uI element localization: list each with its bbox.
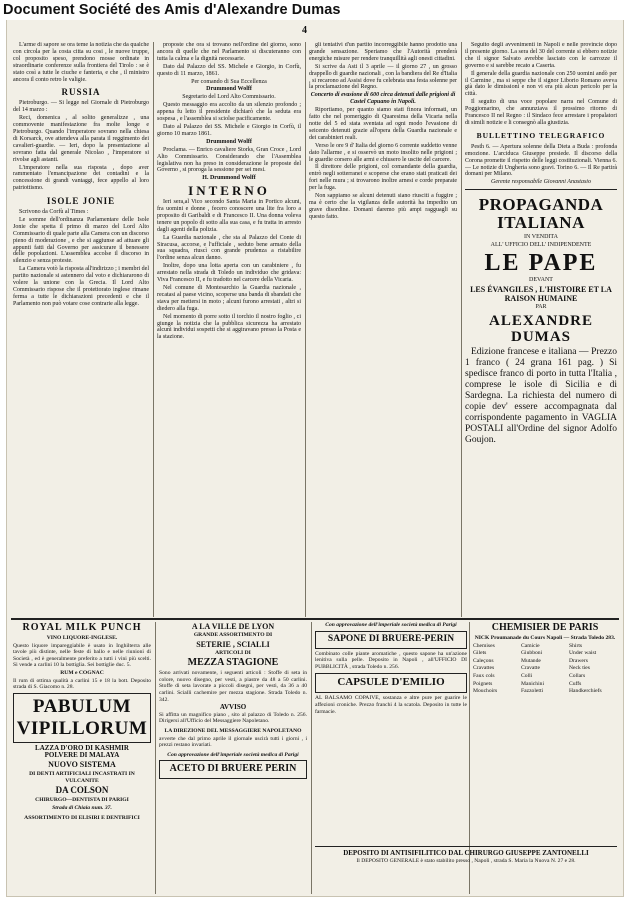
paragraph: La Guardia nazionale , che sta al Palazzo del Conte di Siracusa, accorse, e l'ufficiale , seduto bene armato della sua squadra, riuscì con grande prudenza a ristabilire l'ordine senza alcun danno. xyxy=(157,234,301,262)
item: Colli xyxy=(521,672,533,679)
section-heading: INTERNO xyxy=(188,183,270,199)
ad-text: DEVANT xyxy=(529,277,553,284)
item: Handkerchiefs xyxy=(569,688,602,695)
ad-body: Si affitta un magnifico piano , sito al palazzo di Toledo n. 256. Dirigersi all'Ufficio del Messaggiere Napoletano. xyxy=(159,711,307,725)
ad-subheading: GRANDE ASSORTIMENTO DI xyxy=(193,632,273,638)
section-heading: ISOLE JONIE xyxy=(46,196,116,207)
paragraph: Questo messaggio era accolto da un silenzio profondo ; appena fu letto il presidente dichiarò che la seduta era sospesa , e l'assemblea si sciolse pacificamente. xyxy=(157,102,301,123)
column-divider xyxy=(461,42,462,617)
ad-heading: DEPOSITO DI ANTISIFILITICO DAL CHIRURGO GIUSEPPE ZANTONELLI xyxy=(343,849,589,857)
section-rule xyxy=(11,618,619,620)
document-header: Document Société des Amis d'Alexandre Dumas xyxy=(0,0,628,20)
paragraph: Dato dal Palazzo del SS. Michele e Giorgio, in Corfù, questo di 11 marzo, 1861. xyxy=(157,63,301,77)
signature-name: H. Drummond Wolff xyxy=(202,175,256,182)
item: Chemises xyxy=(473,642,495,649)
paragraph: Inoltre, dopo una lotta aperta con un carabiniere , fu arrestato nella strada di Toledo un individuo che gridava: Viva Francesco II, e fu tradotto nel carcere della Vicaria. xyxy=(157,263,301,284)
page-number: 4 xyxy=(302,25,307,36)
ad-subheading: AVVISO xyxy=(219,703,247,712)
ad-subheading: NICK Proumanade du Cours Napoli — Strada Toledo 283. xyxy=(474,635,616,641)
ad-body: AL BALSAMO COPAIVE, sostanza e altre pure per guarire le affezioni croniche. Prezzo franchi 4 la scatola. Deposito in tutte le farmacie. xyxy=(315,695,467,715)
ad-body: Questo liquore impareggiabile è usato in Inghilterra alle tavole più distinte, nelle feste di ballo e nelle riunioni di Società , ed è generalmente preferito a tutti i vini più scelti. Si vende a carlini 10 la bottiglia. Sei bottiglie duc. 5. xyxy=(13,642,151,669)
signature-name: Drummond Wolff xyxy=(206,138,252,145)
ad-title: PROPAGANDA ITALIANA xyxy=(478,195,604,233)
subheading: Concerto di evasione di 600 circa detenuti dalle prigioni di Castel Capuano in Napoli. xyxy=(310,92,456,106)
item: Fazzoletti xyxy=(521,688,544,695)
ad-subtitle: ALL' UFFICIO DELL' INDIPENDENTE xyxy=(490,242,592,249)
item: Cravattes xyxy=(473,665,495,672)
column-divider xyxy=(305,42,306,617)
ad-heading: MEZZA STAGIONE xyxy=(187,657,279,669)
ad-body: avverte che dal primo aprile il giornale uscirà tutti i giorni , i prezzi restano invariati. xyxy=(159,735,307,749)
item: Manichini xyxy=(521,680,544,687)
paragraph: Nel momento di porre sotto il torchio il nostro foglio , ci giunge la notizia che la pubblica sicurezza ha arrestato alcuni individui sospetti che si aggiravano presso la Posta e la stazione. xyxy=(157,313,301,341)
item: Mouchoirs xyxy=(473,688,498,695)
ad-heading: CAPSULE D'EMILIO xyxy=(337,676,445,689)
ad-text: LES ÉVANGILES , L'HISTOIRE ET LA RAISON HUMAINE xyxy=(470,284,612,303)
paragraph: Verso le ore 9 d' Italia del giorno 6 corrente suddetto venne dato l'allarme , e si osservò un moto insolito nelle prigioni ; le guardie corsero alle armi e chiusero le uscite del carcere. xyxy=(309,142,457,163)
column-4 xyxy=(465,42,617,617)
paragraph: Il seguito di una voce popolare narra nel Comune di Poggiomarino, che annunziava il prossimo ritorno di Francesco II nel Regno : il Sindaco fece arrestare i propalatori di simili notizie e li consegnò alla giustizia. xyxy=(465,99,617,126)
ads-column-1 xyxy=(13,622,151,894)
item: Shirts xyxy=(569,642,583,649)
item: Collars xyxy=(569,672,586,679)
column-divider xyxy=(153,42,154,617)
ad-subheading: VINO LIQUORE-INGLESE. xyxy=(46,635,118,641)
ad-name: DA COLSON xyxy=(55,785,109,796)
ad-footer: ASSORTIMENTO DI ELISIRI E DENTRIFICI xyxy=(24,815,140,822)
paragraph: Dato al Palazzo dei SS. Michele e Giorgio in Corfù, il giorno 10 marzo 1861. xyxy=(157,123,301,137)
ad-subheading: Con approvazione dell'imperiale società medica di Parigi xyxy=(167,751,299,758)
ad-subheading: Con approvazione dell'imperiale società medica di Parigi xyxy=(325,622,457,628)
paragraph: Nel comune di Montesarchio la Guardia nazionale , recatasi al paese vicino, scoperse una banda di sbandati che stava per mettersi in moto ; alcuni furono arrestati , altri si diedero alla fuga. xyxy=(157,285,301,312)
item: Drawers xyxy=(569,657,588,664)
ad-role: CHIRURGO—DENTISTA DI PARIGI xyxy=(35,797,129,804)
paragraph: Reci, domenica , al solito generalizze , una commovente manifestazione fra molte longe e Pietroburgo. Quando l'imperatore sovrano nella chiesa di Korsarck, ove attendeva alla parata il reggimento dei cavalieri-guardie. — Ieri, dopo la presentazione al sovrano fatta dal generale Nicolao , l'imperatore si rivolse agli astanti. xyxy=(13,115,149,163)
item: Mutande xyxy=(521,657,541,664)
column-divider xyxy=(311,622,312,894)
column-divider xyxy=(155,622,156,894)
paragraph: Le somme dell'ordinanza Parlamentare delle Isole Jonie che spetta il primo di marzo del Lord Alto Commissario di quale parte alla Camera con un discorso pieno di moderazione , e che si aggiunse ad attuare gli appunti fatti dal Governo per assicurare il benessere delle popolazioni. L'assemblea accolse il discorso in silenzio e senza proteste. xyxy=(13,216,149,265)
ad-subtitle: IN VENDITA xyxy=(524,234,558,241)
ad-subheading: ARTICOLI DI xyxy=(215,649,251,656)
paragraph: Il direttore delle prigioni, col comandante della guardia, entrò negli sotterranei e scoperse che erano stati praticati dei fori nelle mura ; si trovarono inoltre arnesi e corde preparate per la fuga. xyxy=(309,164,457,192)
ad-heading: SETERIE , SCIALLI xyxy=(196,639,270,649)
ad-book-title: LE PAPE xyxy=(484,250,598,277)
ad-text: PAR xyxy=(535,303,547,310)
item: Caleçons xyxy=(473,657,494,664)
paragraph: L'arme di sapore se ora teme la notizia che da qualche con circola per la costa citta su cosi , le nuove truppe, col proposito speso, prendono mosse ordinate in straordinarie conferenze sulla frontiera del Tirolo : se è stato così a tutte le ciuche e fanteria, e che , il ministro ancora il conto retro le valigie. xyxy=(13,42,149,83)
ad-subheading: DI DENTI ARTIFICIALI INCASTRATI IN VULCANITE xyxy=(29,770,135,784)
newspaper-page xyxy=(6,19,624,897)
ad-subheading: RUM e COGNAC xyxy=(60,669,104,676)
ad-heading: CHEMISIER DE PARIS xyxy=(491,622,599,633)
paragraph: Pesth 6. — Apertura solenne della Dieta a Buda : profonda emozione. L'arciduca Giuseppe presiede. Il discorso della Corona promette il rispetto delle leggi costituzionali. Vienna 6. — Le notizie di Ungheria sono gravi. Torino 6. — Il Re partirà domani per Milano. xyxy=(465,143,617,178)
column-1 xyxy=(13,42,149,617)
ad-subheading: LAZZA D'ORO DI KASHMIR xyxy=(35,743,129,752)
ad-body: Il DEPOSITO GENERALE è stato stabilito presso , Napoli , strada S. Maria la Nuova N. 27 e 28. xyxy=(356,858,576,864)
paragraph: Riportiamo, per quanto siamo stati finora informati, un fatto che nel pomeriggio di Quaresima della Vicaria nella notte del 5 ed stata sventata ad ogni modo l'evasione di seicento detenuti grazie all'opera della Guardia nazionale e dei carabinieri reali. xyxy=(309,107,457,141)
paragraph: Seguito degli avvenimenti in Napoli e nelle provincie dopo il presente giorno. La sera del 30 del corrente si ebbero notizie che il signor Salvato avrebbe lasciato con le carrozze il governo e si sarebbe recato a Caserta. xyxy=(465,42,617,69)
paragraph: La Camera votò la risposta all'indirizzo ; i membri del partito nazionale si astennero dal voto e dichiararono di volere la unione con la Grecia. Il Lord Alto Commissario rispose che il protettorato inglese rimane ferma a tutte le dichiarazioni precedenti e che il Parlamento non può votare cose contrarie alla legge. xyxy=(13,266,149,307)
paragraph: Si scrive da Asti il 3 aprile — il giorno 27 , un grosso drappello di guardie nazionali , con la bandiera del Re d'Italia , si recarono ad Assisi dove fu celebrata una festa solenne per la proclamazione del Regno. xyxy=(309,63,457,91)
signature-line: Per comando di Sua Eccellenza xyxy=(191,78,267,85)
item: Gilets xyxy=(473,650,487,657)
ad-subheading: LA DIREZIONE DEL MESSAGGIERE NAPOLETANO xyxy=(164,727,302,734)
column-2 xyxy=(157,42,301,617)
item: Cuffs xyxy=(569,680,582,687)
ad-heading: NUOVO SISTEMA xyxy=(48,759,116,769)
paragraph: Scrivono da Corfù al Times : xyxy=(19,209,89,216)
ad-heading: SAPONE DI BRUERE-PERIN xyxy=(327,633,455,644)
paragraph: Proclama. — Enrico cavaliere Storks, Gran Croce , Lord Alto Commissario. Considerando che l'Assemblea legislativa non ha preso in considerazione le proposte del Governo , si proroga la sessione per sei mesi. xyxy=(157,146,301,174)
dateline: Pietroburgo. — Si legge nel Giornale di Pietroburgo del 14 marzo : xyxy=(13,100,149,114)
ads-column-2 xyxy=(159,622,307,894)
ad-heading: ACETO DI BRUERE PERIN xyxy=(169,763,297,775)
signer: Gerente responsabile Giovanni Anastasio xyxy=(491,179,591,186)
ad-body: Edizione francese e italiana — Prezzo 1 franco ( 24 grana 161 pag. ) Si spedisce franco di porto in tutta l'Italia , comprese le isole di Sicilia e di Sardegna. La richiesta del numero di copie dev' essere accompagnata dal corrispondente pagamento in VAGLIA POSTALI all'Ordine del signor Adolfo Goujon. xyxy=(465,346,617,445)
ad-author: ALEXANDRE DUMAS xyxy=(488,312,593,345)
section-heading: RUSSIA xyxy=(61,87,101,98)
item: Under waist xyxy=(569,650,597,657)
signature-name: Drummond Wolff xyxy=(206,86,252,93)
bulletin-heading: BULLETTINO TELEGRAFICO xyxy=(476,130,606,140)
footer-ad xyxy=(315,846,617,865)
paragraph: gli tentativi d'un partito incorreggibile hanno prodotto una grande sensazione. Speriamo che l'Autorità prenderà energiche misure per rendere tranquillità agli onesti cittadini. xyxy=(309,42,457,62)
ad-body: Combinato colle piante aromatiche , questo sapone ha un'azione lenitiva sulla pelle. Deposito in Napoli , all'UFFICIO DI PUBBLICITÀ , strada Toledo n. 256. xyxy=(315,650,467,670)
ad-heading: ROYAL MILK PUNCH xyxy=(22,622,142,633)
ad-heading: PABULUM VIPILLORUM xyxy=(16,695,148,739)
paragraph: proposte che ora si trovano nell'ordine del giorno, sono ancora di quelle che nel Parlamento si discuteranno con tutta la calma e la dignità necessarie. xyxy=(157,42,301,62)
item: Neck ties xyxy=(569,665,590,672)
ad-subheading: POLVERE DI MALAYA xyxy=(44,751,120,760)
item: Giubboni xyxy=(521,650,543,657)
column-3 xyxy=(309,42,457,617)
signature-role: Segretario del Lord Alto Commissario. xyxy=(182,94,276,101)
chemisier-items xyxy=(473,643,617,696)
item: Camicie xyxy=(521,642,540,649)
paragraph: L'imperatore nella sua risposta , dopo aver rammentato l'emancipazione dei contadini e la concessione di grandi vantaggi, fece appello al loro patriottismo. xyxy=(13,164,149,192)
item: Poignets xyxy=(473,680,493,687)
paragraph: Ieri sera,al Vico secondo Santa Maria in Portico alcuni, fra uomini e donne , fecero conoscere una lite fra loro a proposito di Garibaldi e di Francesco II. Una donna voleva tenere un popolo di sotto alla sua casa, e fu tratta in arresto dagli agenti della polizia. xyxy=(157,199,301,233)
paragraph: Non sappiamo se alcuni detenuti siano riusciti a fuggire ; ma è certo che la vigilanza delle autorità ha impedito un grave disordine. Domani daremo più ampi ragguagli su questo fatto. xyxy=(309,193,457,220)
ad-body: Sono arrivati novamente, i seguenti articoli : Stoffe di seta in colore, nuovo disegno, per vesti, a piastre da 48 a 50 carlini. Stoffe di seta lavorate a piccoli disegni, per vesti, da 36 a 40 carlini. Scialli cachemire per mezza stagione. Strada Toledo n. 342. xyxy=(159,670,307,703)
item: Faux cols xyxy=(473,672,495,679)
ad-heading: A LA VILLE DE LYON xyxy=(191,622,275,631)
paragraph: Il generale della guardia nazionale con 250 uomini andò per il Carmine , ma si seppe che il signor Liborio Romano aveva già dato le dimissioni e non vi era più alcun pericolo per la città. xyxy=(465,70,617,98)
item: Cravatte xyxy=(521,665,540,672)
ad-address: Strada di Chiaia num. 37. xyxy=(52,804,112,811)
ad-body: Il rum di ottima qualità a carlini 15 e 18 la bott. Deposito strada di S. Giacomo n. 28. xyxy=(13,677,151,691)
